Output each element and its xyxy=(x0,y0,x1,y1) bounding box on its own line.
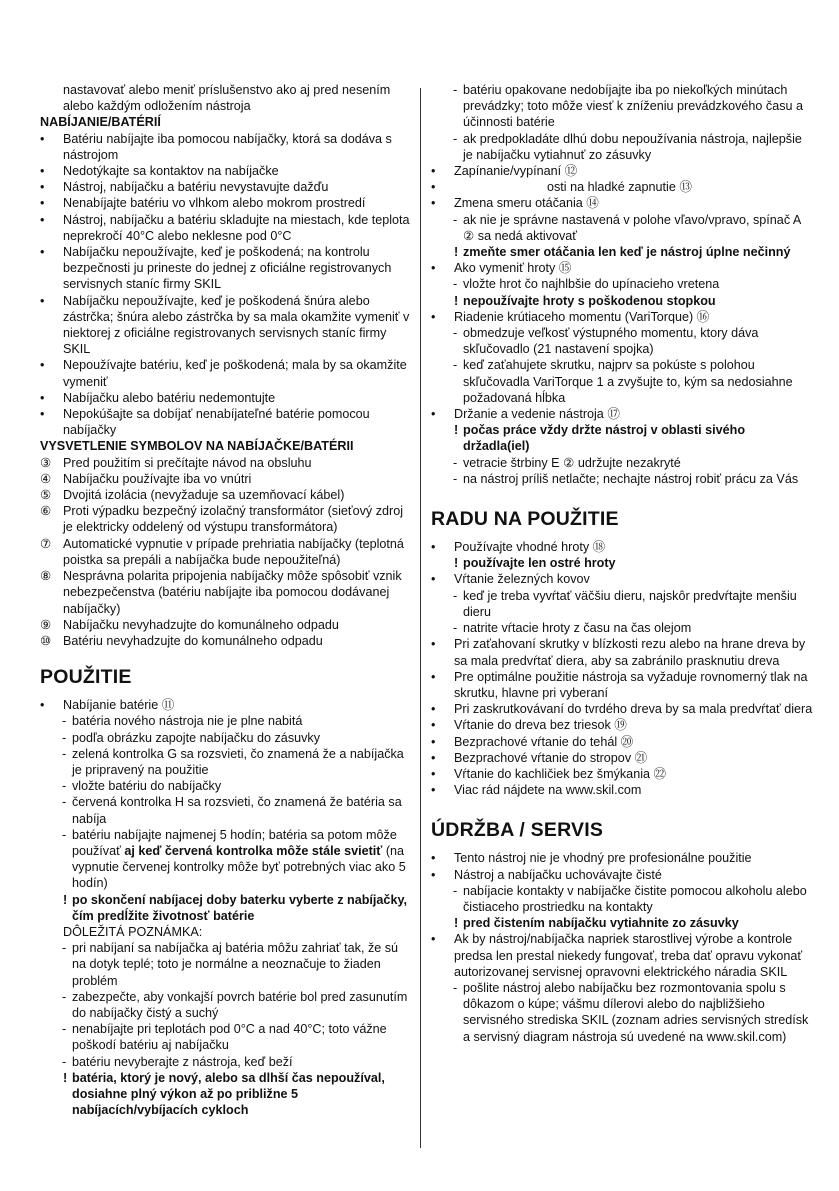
symbols-heading: VYSVETLENIE SYMBOLOV NA NABÍJAČKE/BATÉRII xyxy=(40,439,354,454)
list-item: • Nabíjačku nepoužívajte, keď je poškodená šnúra alebo zástrčka; šnúra alebo zástrčka by sa mala okamžite vymeniť v niektorej z oficiálne registrovanych servisnych staníc firmy SKIL xyxy=(40,293,412,358)
symbol-item xyxy=(40,471,412,487)
list-item: • Držanie a vedenie nástroja ⑰ xyxy=(431,406,813,422)
dash-item: - vložte hrot čo najhlbšie do upínacieho vretena xyxy=(431,276,813,292)
list-item: • Nenabíjajte batériu vo vlhkom alebo mokrom prostredí xyxy=(40,195,412,211)
charge-time-note: (na vypnutie červenej kontrolky môže byť potrebných viac ako 5 hodín) xyxy=(72,843,406,891)
dash-item: - na nástroj príliš netlačte; nechajte nástroj robiť prácu za Vás xyxy=(431,471,813,487)
charging-heading: NABÍJANIE/BATÉRIÍ xyxy=(40,115,161,130)
left-column xyxy=(40,82,412,1118)
charge-time-bold: aj keď červená kontrolka môže stále svietiť xyxy=(124,843,383,858)
list-item: • Nedotýkajte sa kontaktov na nabíjačke xyxy=(40,163,412,179)
dash-item: - nenabíjajte pri teplotách pod 0°C a nad 40°C; toto vážne poškodí batériu aj nabíjačku xyxy=(40,1021,412,1053)
warning-item: ! používajte len ostré hroty xyxy=(431,555,813,571)
list-item: • Tento nástroj nie je vhodný pre profesionálne použitie xyxy=(431,850,813,866)
symbol-text: Automatické vypnutie v prípade prehriatia nabíjačky (teplotná poistka sa prepáli a nabíjačka bude nepoužiteľná) xyxy=(63,536,404,567)
maintenance-heading: ÚDRŽBA / SERVIS xyxy=(431,819,604,842)
dash-item: - podľa obrázku zapojte nabíjačku do zásuvky xyxy=(40,730,412,746)
list-item: • Zapínanie/vypínaní ⑫ xyxy=(431,163,813,179)
symbol-item xyxy=(40,487,412,503)
dash-item: - zelená kontrolka G sa rozsvieti, čo znamená že a nabíjačka je pripravený na použitie xyxy=(40,746,412,778)
list-item: • Batériu nabíjajte iba pomocou nabíjačky, ktorá sa dodáva s nástrojom xyxy=(40,131,412,163)
list-item: • Vŕtanie do kachličiek bez šmýkania ㉒ xyxy=(431,766,813,782)
list-item: • Zmena smeru otáčania ⑭ xyxy=(431,195,813,211)
dash-item: - pošlite nástroj alebo nabíjačku bez rozmontovania spolu s dôkazom o kúpe; vášmu dílerovi alebo do najbližšieho servisného strediska SKIL (zoznam adries servisných stredísk a servisný diagram nástroja sú uvedené na www.skil.com) xyxy=(431,980,813,1045)
symbol-item xyxy=(40,536,412,568)
tips-heading: RADU NA POUŽITIE xyxy=(431,508,619,531)
symbol-item xyxy=(40,568,412,617)
right-column xyxy=(431,82,813,1045)
list-item: • Pri zaskrutkovávaní do tvrdého dreva by sa mala predvŕtať diera xyxy=(431,701,813,717)
warning-item: ! zmeňte smer otáčania len keď je nástroj úplne nečinný xyxy=(431,244,813,260)
list-item: • Vŕtanie do dreva bez triesok ⑲ xyxy=(431,717,813,733)
dash-item: - keď je treba vyvŕtať väčšiu dieru, najskôr predvŕtajte menšiu dieru xyxy=(431,588,813,620)
symbol-item xyxy=(40,503,412,535)
symbol-number: ⑧ xyxy=(40,569,52,584)
symbol-number: ⑥ xyxy=(40,504,52,519)
warning-item: ! pred čistením nabíjačku vytiahnite zo zásuvky xyxy=(431,915,813,931)
list-item: • Bezprachové vŕtanie do tehál ⑳ xyxy=(431,734,813,750)
dash-item: - červená kontrolka H sa rozsvieti, čo znamená že batéria sa nabíja xyxy=(40,794,412,826)
symbols-list xyxy=(40,455,412,649)
list-item: • Pre optimálne použitie nástroja sa vyžaduje rovnomerný tlak na skrutku, hlavne pri vyberaní xyxy=(431,669,813,701)
list-item: • Nabíjanie batérie ⑪ xyxy=(40,697,412,713)
symbol-text: Nabíjačku nevyhadzujte do komunálneho odpadu xyxy=(63,617,339,632)
list-item: • Bezprachové vŕtanie do stropov ㉑ xyxy=(431,750,813,766)
list-item: • Používajte vhodné hroty ⑱ xyxy=(431,539,813,555)
intro-text: nastavovať alebo meniť príslušenstvo ako aj pred nesením alebo každým odložením nástroja xyxy=(63,83,391,114)
column-divider xyxy=(420,88,421,1148)
dash-item: - keď zaťahujete skrutku, najprv sa pokúste s polohou skľučovadla VariTorque 1 a zvyšujte to, kým sa nedosiahne požadovaná hĺbka xyxy=(431,357,813,406)
symbol-number: ③ xyxy=(40,455,52,470)
symbol-number: ⑩ xyxy=(40,633,52,648)
dash-item: - batériu nevyberajte z nástroja, keď beží xyxy=(40,1054,412,1070)
list-item: • Nástroj, nabíjačku a batériu skladujte na miestach, kde teplota neprekročí 40°C alebo neklesne pod 0°C xyxy=(40,212,412,244)
list-item: • Pri zaťahovaní skrutky v blízkosti rezu alebo na hrane dreva by sa mala predvŕtať diera, aby sa zabránilo prasknutiu dreva xyxy=(431,636,813,668)
list-item: • Nabíjačku alebo batériu nedemontujte xyxy=(40,390,412,406)
warning-item: ! nepoužívajte hroty s poškodenou stopkou xyxy=(431,293,813,309)
symbol-text: Proti výpadku bezpečný izolačný transformátor (sieťový zdroj je elektricky oddelený od výstupu transformátora) xyxy=(63,504,404,535)
dash-item: - pri nabíjaní sa nabíjačka aj batéria môžu zahriať tak, že sú na dotyk teplé; toto je normálne a neoznačuje to žiaden problém xyxy=(40,940,412,989)
list-item: • Nepoužívajte batériu, keď je poškodená; mala by sa okamžite vymeniť xyxy=(40,357,412,389)
list-item: • Nástroj, nabíjačku a batériu nevystavujte dažďu xyxy=(40,179,412,195)
list-item: • Ako vymeniť hroty ⑮ xyxy=(431,260,813,276)
dash-item: - ak predpokladáte dlhú dobu nepoužívania nástroja, najlepšie je nabíjačku vytiahnuť zo zásuvky xyxy=(431,131,813,163)
dash-item: - batériu opakovane nedobíjajte iba po niekoľkých minútach prevádzky; toto môže viesť k zníženiu prevádzkového času a účinnosti batérie xyxy=(431,82,813,131)
dash-item: - vetracie štrbiny E ② udržujte nezakryté xyxy=(431,455,813,471)
symbol-number: ⑤ xyxy=(40,488,52,503)
dash-item: - zabezpečte, aby vonkajší povrch batérie bol pred zasunutím do nabíjačky čistý a suchý xyxy=(40,989,412,1021)
list-item: • Ak by nástroj/nabíjačka napriek starostlivej výrobe a kontrole predsa len prestal niekedy fungovať, treba dať opravu vykonať autorizovanej servisnej opravovni elektrického náradia SKIL xyxy=(431,931,813,980)
symbol-number: ⑨ xyxy=(40,617,52,632)
warning-item: ! počas práce vždy držte nástroj v oblasti sivého držadla(iel) xyxy=(431,422,813,454)
dash-item: - nabíjacie kontakty v nabíjačke čistite pomocou alkoholu alebo čistiaceho prostriedku na kontakty xyxy=(431,883,813,915)
symbol-item xyxy=(40,633,412,649)
dash-item: - vložte batériu do nabíjačky xyxy=(40,778,412,794)
charge-time-text: batériu nabíjajte najmenej 5 hodín; batéria sa potom môže používať xyxy=(72,827,397,858)
symbol-text: Pred použitím si prečítajte návod na obsluhu xyxy=(63,455,312,470)
warning-item: ! po skončení nabíjacej doby baterku vyberte z nabíjačky, čím predĺžite životnosť batérie xyxy=(40,892,412,924)
list-item: • Riadenie krútiaceho momentu (VariTorque) ⑯ xyxy=(431,309,813,325)
list-item: • Nástroj a nabíjačku uchovávajte čisté xyxy=(431,867,813,883)
list-item: • Nepokúšajte sa dobíjať nenabíjateľné batérie pomocou nabíjačky xyxy=(40,406,412,438)
symbol-number: ⑦ xyxy=(40,536,52,551)
dash-item xyxy=(40,827,412,892)
symbol-item xyxy=(40,617,412,633)
charging-list xyxy=(40,131,412,439)
dash-item: - ak nie je správne nastavená v polohe vľavo/vpravo, spínač A ② sa nedá aktivovať xyxy=(431,212,813,244)
dash-item: - obmedzuje veľkosť výstupného momentu, ktory dáva skľučovadlo (21 nastavení spojka) xyxy=(431,325,813,357)
use-heading: POUŽITIE xyxy=(40,666,132,689)
symbol-text: Nabíjačku používajte iba vo vnútri xyxy=(63,471,252,486)
symbol-text: Batériu nevyhadzujte do komunálneho odpadu xyxy=(63,633,323,648)
list-item: • osti na hladké zapnutie ⑬ xyxy=(431,179,813,195)
note-heading: DÔLEŽITÁ POZNÁMKA: xyxy=(63,924,203,939)
symbol-text: Nesprávna polarita pripojenia nabíjačky môže spôsobiť vznik nebezpečenstva (batériu nabíjajte iba pomocou dodávanej nabíjačky) xyxy=(63,569,402,616)
dash-item: - batéria nového nástroja nie je plne nabitá xyxy=(40,713,412,729)
list-item: • Vŕtanie železných kovov xyxy=(431,571,813,587)
list-item: • Viac rád nájdete na www.skil.com xyxy=(431,782,813,798)
symbol-text: Dvojitá izolácia (nevyžaduje sa uzemňovací kábel) xyxy=(63,488,345,503)
symbol-item xyxy=(40,455,412,471)
warning-item: ! batéria, ktorý je nový, alebo sa dlhší čas nepoužíval, dosiahne plný výkon až po približne 5 nabíjacích/vybíjacích cykloch xyxy=(40,1070,412,1119)
dash-item: - natrite vŕtacie hroty z času na čas olejom xyxy=(431,620,813,636)
symbol-number: ④ xyxy=(40,471,52,486)
list-item: • Nabíjačku nepoužívajte, keď je poškodená; na kontrolu bezpečnosti ju prineste do jednej z oficiálne registrovanych servisnych staníc firmy SKIL xyxy=(40,244,412,293)
